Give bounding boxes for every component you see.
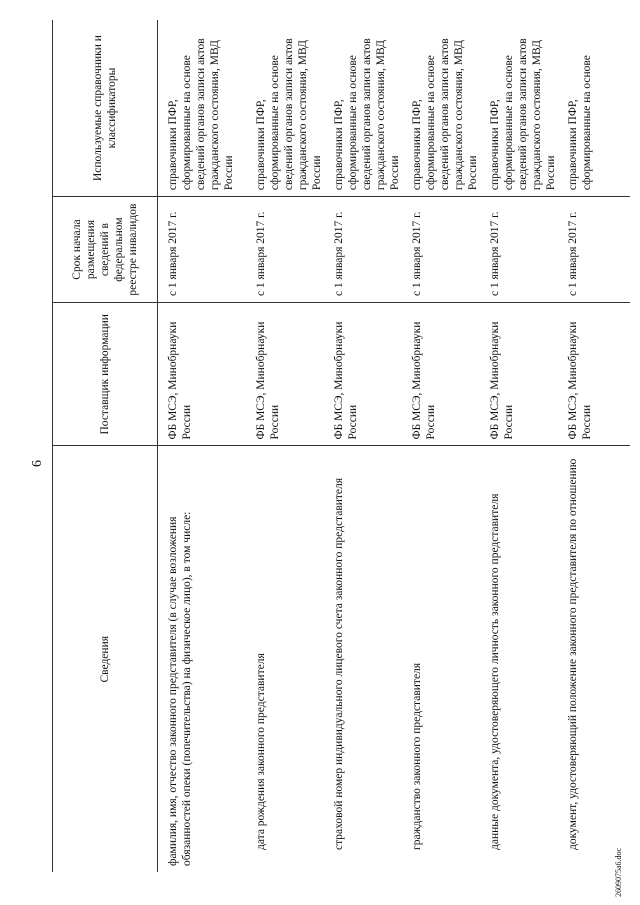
header-row	[53, 20, 158, 872]
cell-start: с 1 января 2017 г.	[250, 197, 328, 303]
cell-start: с 1 января 2017 г.	[484, 197, 562, 303]
cell-refs: справочники ПФР, сформированные на основе сведений органов записи актов гражданского состояния, МВД России	[250, 20, 328, 197]
table-row	[158, 20, 251, 872]
cell-provider: ФБ МСЭ, Минобрнауки России	[406, 303, 484, 446]
cell-start: с 1 января 2017 г.	[328, 197, 406, 303]
cell-refs: справочники ПФР, сформированные на основе	[562, 20, 630, 197]
cell-info: документ, удостоверяющий положение законного представителя по отношению	[567, 458, 580, 850]
table-row	[250, 20, 328, 872]
cell-refs: справочники ПФР, сформированные на основе сведений органов записи актов гражданского состояния, МВД России	[328, 20, 406, 197]
cell-info: фамилия, имя, отчество законного представителя (в случае возложения обязанностей опеки (попечительства) на физическое лицо), в том числе:	[167, 511, 194, 866]
registry-table	[52, 20, 630, 872]
cell-refs: справочники ПФР, сформированные на основе сведений органов записи актов гражданского состояния, МВД России	[158, 20, 251, 197]
cell-info: гражданство законного представителя	[411, 662, 424, 850]
cell-provider: ФБ МСЭ, Минобрнауки России	[484, 303, 562, 446]
cell-provider: ФБ МСЭ, Минобрнауки России	[562, 303, 630, 446]
table-row	[562, 20, 630, 872]
header-provider: Поставщик информации	[53, 303, 158, 446]
page-number: 6	[30, 460, 45, 467]
table-row	[328, 20, 406, 872]
cell-start: с 1 января 2017 г.	[562, 197, 630, 303]
cell-info: дата рождения законного представителя	[255, 653, 267, 850]
table-row	[406, 20, 484, 872]
cell-provider: ФБ МСЭ, Минобрнауки России	[328, 303, 406, 446]
cell-start: с 1 января 2017 г.	[158, 197, 251, 303]
table-row	[484, 20, 562, 872]
header-start: Срок начала размещения сведений в федеральном реестре инвалидов	[53, 197, 158, 303]
cell-info: данные документа, удостоверяющего личность законного представителя	[489, 493, 502, 850]
cell-refs: справочники ПФР, сформированные на основе сведений органов записи актов гражданского состояния, МВД России	[406, 20, 484, 197]
cell-start: с 1 января 2017 г.	[406, 197, 484, 303]
header-refs: Используемые справочники и классификаторы	[53, 20, 158, 197]
header-info: Сведения	[53, 446, 158, 872]
cell-info: страховой номер индивидуального лицевого счета законного представителя	[333, 477, 346, 850]
cell-provider: ФБ МСЭ, Минобрнауки России	[158, 303, 251, 446]
file-code: 2609075а6.doc	[614, 847, 623, 897]
cell-provider: ФБ МСЭ, Минобрнауки России	[250, 303, 328, 446]
cell-refs: справочники ПФР, сформированные на основе сведений органов записи актов гражданского состояния, МВД России	[484, 20, 562, 197]
